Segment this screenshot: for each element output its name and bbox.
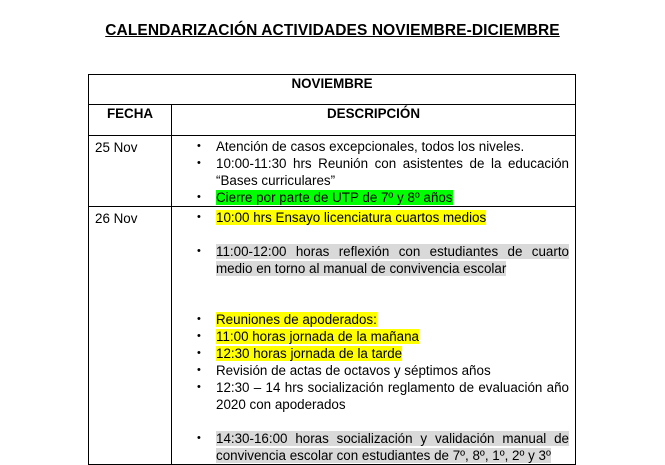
list-item	[197, 362, 569, 379]
spacer	[216, 413, 569, 430]
bullet-icon: •	[197, 330, 201, 342]
bullet-icon: •	[197, 364, 201, 376]
activity-text-highlighted: 11:00-12:00 horas reflexión con estudiantes de cuarto medio en torno al manual de convivencia escolar	[216, 244, 569, 276]
list-item	[197, 379, 569, 413]
activity-text-highlighted: 10:00 hrs Ensayo licenciatura cuartos medios	[216, 210, 487, 225]
table-row	[89, 207, 576, 465]
calendar-table	[88, 74, 576, 465]
activity-text-highlighted: 11:00 horas jornada de la mañana	[216, 329, 419, 344]
list-item	[197, 311, 569, 328]
bullet-icon: •	[197, 211, 201, 223]
bullet-icon: •	[197, 432, 201, 444]
list-item	[197, 243, 569, 277]
activity-text: 12:30 – 14 hrs socialización reglamento de evaluación año 2020 con apoderados	[216, 380, 569, 412]
list-item	[197, 138, 569, 155]
activity-text-highlighted: 12:30 horas jornada de la tarde	[216, 346, 403, 361]
list-item	[197, 155, 569, 189]
spacer	[216, 277, 569, 311]
activity-text-highlighted: Cierre por parte de UTP de 7º y 8º años	[216, 190, 453, 205]
descripcion-header: DESCRIPCIÓN	[172, 105, 576, 136]
activity-text: Atención de casos excepcionales, todos los niveles.	[216, 139, 525, 154]
bullet-icon: •	[197, 313, 201, 325]
bullet-icon: •	[197, 381, 201, 393]
fecha-header: FECHA	[89, 105, 172, 136]
activity-text-highlighted: 14:30-16:00 horas socialización y validación manual de convivencia escolar con estudiantes de 7º, 8º, 1º, 2º y 3º	[216, 431, 569, 463]
date-cell: 26 Nov	[89, 207, 172, 465]
table-row	[89, 136, 576, 207]
activity-list	[172, 138, 569, 206]
bullet-icon: •	[197, 245, 201, 257]
document-title: CALENDARIZACIÓN ACTIVIDADES NOVIEMBRE-DICIEMBRE	[105, 22, 560, 39]
bullet-icon: •	[197, 347, 201, 359]
activity-text: 10:00-11:30 hrs Reunión con asistentes de la educación “Bases curriculares”	[216, 156, 569, 188]
month-label: NOVIEMBRE	[89, 75, 576, 105]
month-row	[89, 75, 576, 105]
bullet-icon: •	[197, 140, 201, 152]
header-row	[89, 105, 576, 136]
date-cell: 25 Nov	[89, 136, 172, 207]
activity-text-highlighted: Reuniones de apoderados:	[216, 312, 377, 327]
bullet-icon: •	[197, 157, 201, 169]
list-item	[197, 328, 569, 345]
description-cell	[172, 136, 576, 207]
list-item	[197, 430, 569, 464]
description-cell	[172, 207, 576, 465]
spacer	[216, 226, 569, 243]
activity-list	[172, 209, 569, 464]
activity-text: Revisión de actas de octavos y séptimos años	[216, 363, 491, 378]
list-item	[197, 209, 569, 226]
list-item	[197, 189, 569, 206]
list-item	[197, 345, 569, 362]
bullet-icon: •	[197, 191, 201, 203]
